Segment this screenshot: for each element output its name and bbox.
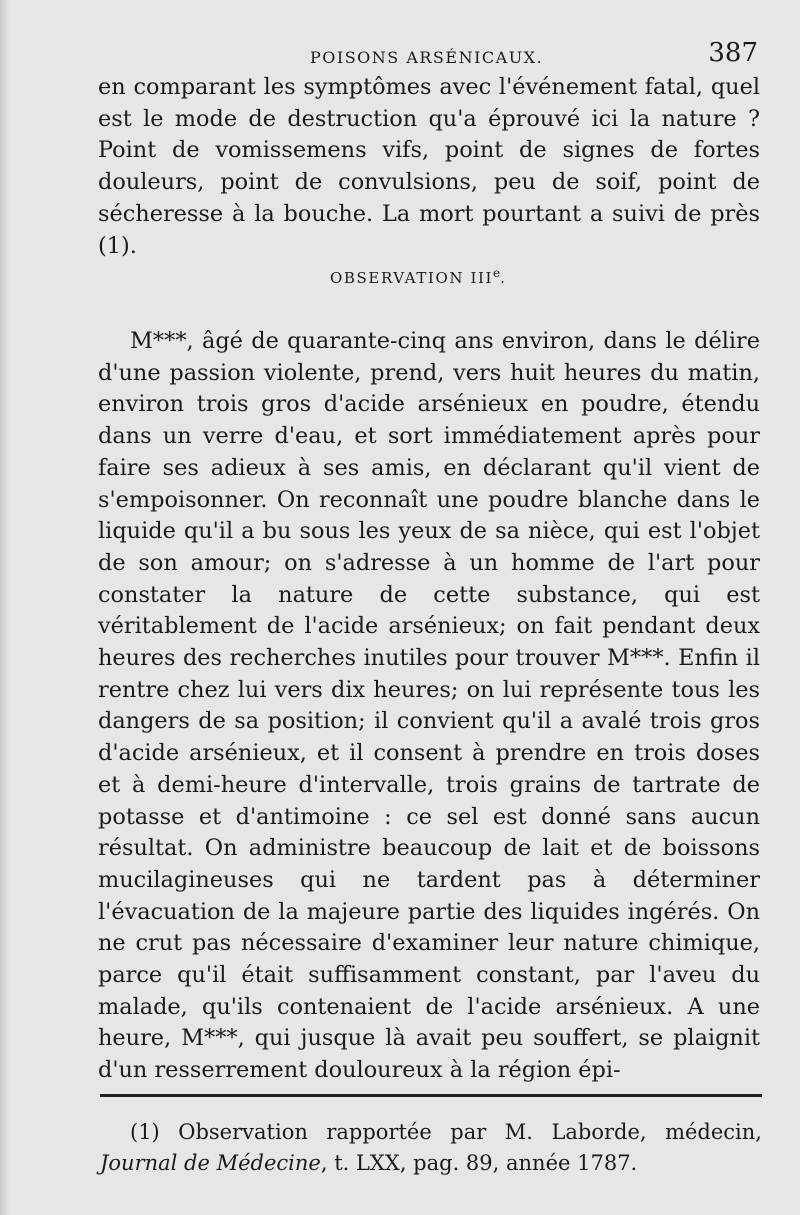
footnote-journal-title: Journal de Médecine <box>100 1151 321 1175</box>
footnote-text: Observation rapportée par M. Laborde, médecin, <box>178 1120 762 1144</box>
observation-paragraph <box>98 326 760 1087</box>
paragraph-text: M***, âgé de quarante-cinq ans environ, dans le délire d'une passion violente, prend, vers huit heures du matin, environ trois gros d'acide arsénieux en poudre, étendu dans un verre d'eau, et sort immédiatement après pour faire ses adieux à ses amis, en déclarant qu'il vient de s'empoisonner. On reconnaît une poudre blanche dans le liquide qu'il a bu sous les yeux de sa nièce, qui est l'objet de son amour; on s'adresse à un homme de l'art pour constater la nature de cette substance, qui est véritablement de l'acide arsénieux; on fait pendant deux heures des recherches inutiles pour trouver M***. Enfin il rentre chez lui vers dix heures; on lui représente tous les dangers de sa position; il convient qu'il a avalé trois gros d'acide arsénieux, et il consent à prendre en trois doses et à demi-heure d'intervalle, trois grains de tartrate de potasse et d'antimoine : ce sel est donné sans aucun résultat. On administre beaucoup de lait et de boissons mucilagineuses qui ne tardent pas à déterminer l'évacuation de la majeure partie des liquides ingérés. On ne crut pas nécessaire d'examiner leur nature chimique, parce qu'il était suffisamment constant, par l'aveu du malade, qu'ils contenaient de l'acide arsénieux. A une heure, M***, qui jusque là avait peu souffert, se plaignit d'un resserrement douloureux à la région épi- <box>98 328 760 1084</box>
paragraph-continued <box>98 72 760 262</box>
running-title: POISONS ARSÉNICAUX. <box>310 48 544 67</box>
footnote-separator-rule <box>100 1094 762 1097</box>
footnote-marker: (1) <box>130 1120 160 1144</box>
footnote <box>100 1117 762 1179</box>
page-gutter-shadow <box>0 0 10 1215</box>
footnote-citation: , t. LXX, pag. 89, année 1787. <box>320 1151 638 1175</box>
section-heading-period: . <box>500 269 507 287</box>
page-number: 387 <box>708 38 758 68</box>
section-heading <box>330 266 507 287</box>
paragraph-text: en comparant les symptômes avec l'événement fatal, quel est le mode de destruction qu'a éprouvé ici la nature ? Point de vomissemens vifs, point de signes de fortes douleurs, point de convulsions, peu de soif, point de sécheresse à la bouche. La mort pourtant a suivi de près (1). <box>98 74 760 259</box>
section-heading-superscript: e <box>493 266 501 280</box>
section-heading-text: OBSERVATION III <box>330 269 494 287</box>
